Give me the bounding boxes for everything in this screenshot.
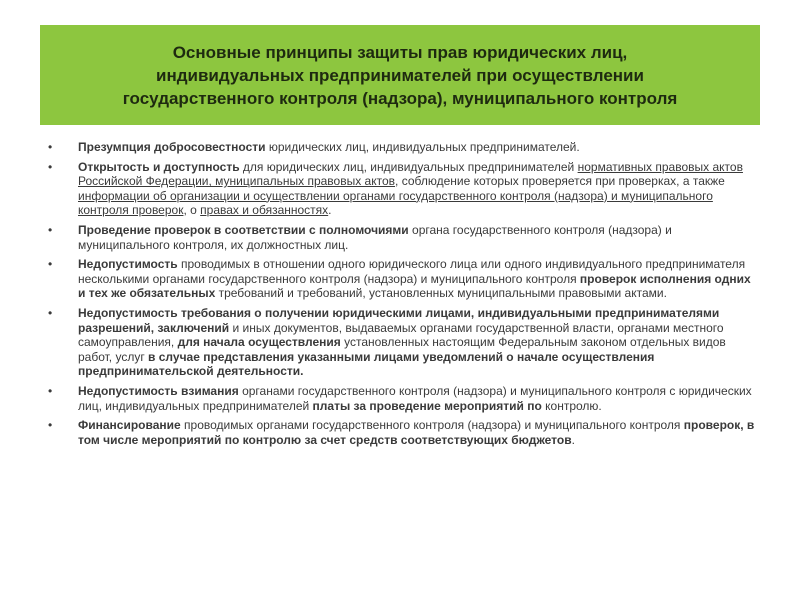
principle-key-text: Проведение проверок в соответствии с полномочиями	[78, 222, 409, 237]
principle-key-text: в случае представления указанными лицами уведомлений о начале осуществления предпринимательской деятельности.	[78, 349, 655, 379]
principle-item	[48, 140, 760, 155]
slide-title	[123, 41, 678, 110]
principle-text: и иных документов, выдаваемых органами государственной власти, органами местного самоуправления,	[78, 320, 724, 350]
principle-text: , соблюдение которых проверяется при проверках, а также	[395, 174, 725, 189]
principle-text: контролю.	[541, 398, 602, 413]
bullet-icon: •	[48, 159, 53, 174]
title-banner	[40, 25, 760, 125]
slide-title-line-3: государственного контроля (надзора), муниципального контроля	[122, 88, 678, 108]
principle-item	[48, 160, 760, 218]
principle-text: проводимых органами государственного контроля (надзора) и муниципального контроля	[180, 418, 684, 433]
principle-item	[48, 306, 760, 379]
bullet-icon: •	[48, 418, 53, 433]
principle-key-text: Открытость и доступность	[78, 159, 240, 174]
bullet-icon: •	[48, 383, 53, 398]
principle-key-text: проверок, в том числе мероприятий по контролю за счет средств соответствующих бюджетов	[78, 418, 755, 447]
principle-underlined-text: правах и обязанностях	[200, 203, 329, 218]
slide-title-line-2: индивидуальных предпринимателей при осуществлении	[156, 65, 644, 85]
principle-item	[48, 384, 760, 413]
principle-item	[48, 418, 760, 447]
principle-key-text: платы за проведение мероприятий по	[312, 398, 542, 413]
bullet-icon: •	[48, 257, 53, 272]
principle-underlined-text: информации об организации и осуществлении органами государственного контроля (надзора) и муниципального контроля проверок	[78, 188, 713, 218]
principle-text: юридических лиц, индивидуальных предпринимателей.	[265, 140, 580, 154]
principle-key-text: Недопустимость	[78, 257, 178, 272]
principle-key-text: Недопустимость требования о получении юридическими лицами, индивидуальными предпринимателями разрешений, заключений	[78, 305, 720, 335]
principle-text: .	[328, 203, 332, 218]
principle-text: , о	[183, 203, 201, 218]
principle-item	[48, 257, 760, 301]
principle-key-text: Финансирование	[78, 418, 181, 433]
principle-text: установленных настоящим Федеральным законом отдельных видов работ, услуг	[78, 335, 726, 364]
principles-list	[48, 140, 760, 452]
principle-text: проводимых в отношении одного юридического лица или одного индивидуального предпринимателя несколькими органами государственного контроля (надзора) и муниципального контроля	[78, 257, 746, 286]
slide-title-line-1: Основные принципы защиты прав юридических лиц,	[172, 42, 628, 62]
principle-text: .	[571, 432, 575, 447]
principle-key-text: для начала осуществления	[177, 335, 341, 350]
principle-key-text: Недопустимость взимания	[78, 383, 239, 398]
principle-text: требований и требований, установленных муниципальными правовыми актами.	[215, 286, 667, 301]
principle-underlined-text: нормативных правовых актов Российской Федерации, муниципальных правовых актов	[78, 159, 743, 189]
bullet-icon: •	[48, 140, 53, 154]
principle-item	[48, 223, 760, 252]
principle-key-text: Презумпция добросовестности	[78, 140, 266, 154]
bullet-icon: •	[48, 222, 53, 237]
principle-text: для юридических лиц, индивидуальных предпринимателей	[239, 159, 578, 174]
principle-text: органами государственного контроля (надзора) и муниципального контроля с юридических лиц, индивидуальных предпринимателей	[78, 383, 752, 413]
principle-key-text: проверок исполнения одних и тех же обязательных	[78, 271, 751, 301]
principle-text: органа государственного контроля (надзора) и муниципального контроля, их должностных лиц.	[78, 222, 672, 252]
bullet-icon: •	[48, 305, 53, 320]
